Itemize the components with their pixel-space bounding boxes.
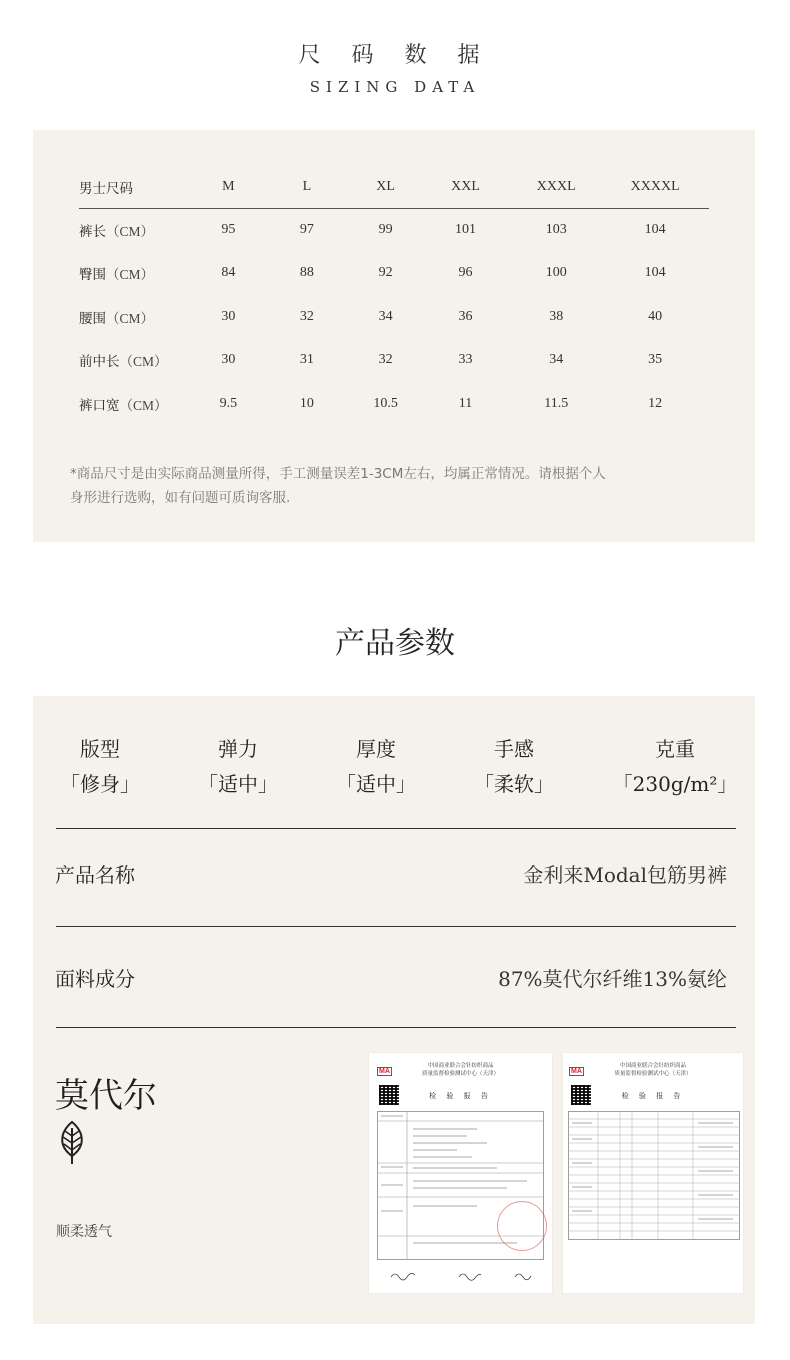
product-name-label: 产品名称 <box>55 863 135 887</box>
material-description: 顺柔透气 <box>56 1224 112 1240</box>
size-cell: 10.5 <box>373 395 398 411</box>
measurement-label: 前中长（CM） <box>79 354 168 371</box>
size-cell: 96 <box>458 265 473 281</box>
size-cell: 88 <box>299 265 314 281</box>
divider <box>56 1027 736 1028</box>
size-table-row <box>79 252 709 296</box>
measurement-label: 裤口宽（CM） <box>79 397 168 414</box>
size-cell: 99 <box>378 222 393 237</box>
size-table-row <box>79 382 709 426</box>
measurement-label: 臀围（CM） <box>79 267 155 284</box>
params-title: 产品参数 <box>335 626 455 661</box>
size-disclaimer: *商品尺寸是由实际商品测量所得，手工测量误差1-3CM左右，均属正常情况。请根据个人 身形进行选购，如有问题可质询客服. <box>70 466 606 506</box>
stamp <box>497 1201 547 1251</box>
size-cell: 40 <box>648 308 663 324</box>
size-cell: 103 <box>545 222 567 237</box>
divider <box>56 828 736 829</box>
size-table-row <box>79 339 709 383</box>
size-header-xxxxl: XXXXL <box>601 170 709 208</box>
size-cell: 34 <box>549 352 564 368</box>
size-table-header <box>79 170 709 208</box>
size-cell: 101 <box>454 222 476 237</box>
leaf-icon <box>55 1120 89 1166</box>
measurement-label: 裤长（CM） <box>79 224 155 240</box>
size-cell: 97 <box>299 222 314 237</box>
size-cell: 10 <box>299 395 314 411</box>
size-cell: 30 <box>221 308 236 324</box>
divider <box>56 926 736 927</box>
size-cell: 30 <box>221 352 236 368</box>
size-cell: 35 <box>648 352 663 368</box>
signatures <box>389 1269 539 1283</box>
fabric-label: 面料成分 <box>55 967 135 991</box>
attr-weight: 克重 「230g/m²」 <box>612 737 738 796</box>
measurement-label: 腰围（CM） <box>79 310 155 327</box>
size-cell: 32 <box>299 308 314 324</box>
fabric-row <box>55 959 727 999</box>
fabric-value: 87%莫代尔纤维13%氨纶 <box>498 967 727 991</box>
size-cell: 34 <box>378 308 393 324</box>
size-cell: 32 <box>378 352 393 368</box>
product-name-value: 金利来Modal包筋男裤 <box>523 863 727 887</box>
size-chart-panel <box>33 130 755 542</box>
size-cell: 11.5 <box>544 395 569 411</box>
size-cell: 36 <box>458 308 473 324</box>
attr-fit: 版型 「修身」 <box>60 737 140 796</box>
size-cell: 92 <box>378 265 393 281</box>
size-cell: 9.5 <box>219 395 238 411</box>
size-cell: 38 <box>549 308 564 324</box>
size-cell: 95 <box>221 222 236 237</box>
size-cell: 84 <box>221 265 236 281</box>
attr-feel: 手感 「柔软」 <box>474 737 554 796</box>
ma-mark: MA <box>379 1068 390 1075</box>
report-table <box>568 1111 740 1241</box>
size-cell: 33 <box>458 352 473 368</box>
size-cell: 11 <box>458 395 473 411</box>
size-cell: 100 <box>545 265 567 281</box>
test-report-image: MA 中国商业联合会针纺织商品 质量监督检验测试中心（天津） 检 验 报 告 <box>563 1053 743 1293</box>
sizing-title-zh: 尺 码 数 据 <box>298 43 492 68</box>
test-report-image: MA 中国商业联合会针纺织商品 质量监督检验测试中心（天津） 检 验 报 告 <box>369 1053 552 1293</box>
attr-thickness: 厚度 「适中」 <box>336 737 416 796</box>
product-name-row <box>55 855 727 895</box>
size-header-xxl: XXL <box>420 170 512 208</box>
size-header-l: L <box>262 170 351 208</box>
size-header-xl: XL <box>351 170 419 208</box>
attribute-row <box>33 732 755 802</box>
size-table-corner: 男士尺码 <box>79 170 194 208</box>
material-name: 莫代尔 <box>55 1076 157 1116</box>
size-header-m: M <box>194 170 262 208</box>
size-cell: 31 <box>299 352 314 368</box>
size-cell: 104 <box>644 265 666 281</box>
size-table-row <box>79 208 709 252</box>
size-table <box>79 170 709 426</box>
size-header-xxxl: XXXL <box>511 170 601 208</box>
sizing-title-en: SIZING DATA <box>309 78 481 96</box>
attr-elasticity: 弹力 「适中」 <box>198 737 278 796</box>
size-cell: 12 <box>648 395 663 411</box>
params-panel <box>33 696 755 1324</box>
size-cell: 104 <box>644 222 666 237</box>
ma-mark: MA <box>571 1068 582 1075</box>
size-table-row <box>79 295 709 339</box>
